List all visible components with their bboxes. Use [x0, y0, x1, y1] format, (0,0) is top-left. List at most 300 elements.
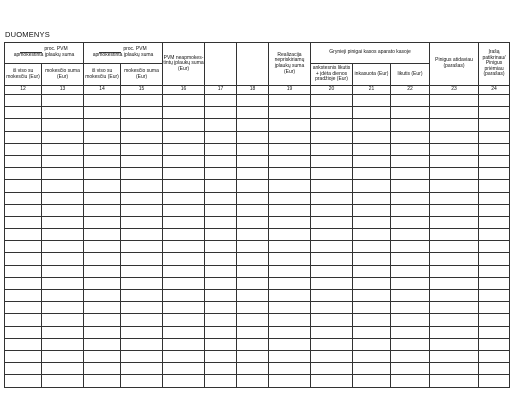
table-cell [430, 375, 479, 387]
table-cell [42, 168, 84, 180]
column-number: 18 [237, 86, 269, 95]
table-row [5, 350, 510, 362]
table-cell [479, 326, 510, 338]
table-cell [84, 143, 121, 155]
ledger-body [5, 95, 510, 388]
table-cell [163, 216, 205, 228]
table-cell [311, 241, 353, 253]
table-cell [163, 180, 205, 192]
table-cell [5, 131, 42, 143]
table-cell [311, 119, 353, 131]
table-cell [84, 290, 121, 302]
table-row [5, 375, 510, 387]
table-cell [430, 168, 479, 180]
table-cell [5, 314, 42, 326]
table-cell [430, 350, 479, 362]
column-number: 19 [269, 86, 311, 95]
table-cell [269, 192, 311, 204]
table-cell [311, 216, 353, 228]
table-cell [84, 107, 121, 119]
table-cell [479, 216, 510, 228]
table-cell [391, 119, 430, 131]
subheader-is-viso-1: iš viso su mokesčiu (Eur) [5, 64, 42, 86]
table-cell [430, 277, 479, 289]
table-cell [479, 168, 510, 180]
table-cell [311, 290, 353, 302]
table-cell [42, 241, 84, 253]
table-cell [42, 290, 84, 302]
table-cell [311, 95, 353, 107]
table-cell [5, 302, 42, 314]
table-cell [84, 265, 121, 277]
table-cell [430, 192, 479, 204]
column-number: 23 [430, 86, 479, 95]
table-cell [311, 265, 353, 277]
table-cell [479, 302, 510, 314]
table-cell [391, 204, 430, 216]
table-cell [269, 107, 311, 119]
table-cell [237, 253, 269, 265]
table-row [5, 338, 510, 350]
table-cell [479, 119, 510, 131]
table-cell [391, 326, 430, 338]
table-cell [479, 265, 510, 277]
group-1-label: apmokestinta įplaukų suma [13, 52, 75, 58]
column-number: 13 [42, 86, 84, 95]
table-row [5, 119, 510, 131]
table-cell [391, 253, 430, 265]
table-cell [353, 338, 391, 350]
table-cell [84, 302, 121, 314]
table-cell [311, 338, 353, 350]
table-cell [430, 253, 479, 265]
table-cell [163, 241, 205, 253]
table-cell [479, 204, 510, 216]
table-cell [5, 180, 42, 192]
table-cell [42, 302, 84, 314]
table-cell [42, 229, 84, 241]
table-cell [479, 241, 510, 253]
table-cell [430, 265, 479, 277]
table-row [5, 204, 510, 216]
table-cell [269, 180, 311, 192]
table-cell [42, 192, 84, 204]
table-cell [163, 229, 205, 241]
table-cell [5, 375, 42, 387]
table-cell [205, 229, 237, 241]
table-cell [479, 192, 510, 204]
table-cell [237, 302, 269, 314]
table-cell [205, 253, 237, 265]
table-cell [353, 143, 391, 155]
table-cell [163, 326, 205, 338]
table-cell [237, 314, 269, 326]
column-number: 16 [163, 86, 205, 95]
table-cell [391, 265, 430, 277]
table-cell [353, 155, 391, 167]
header-group-1 [5, 43, 84, 64]
header-blank-18 [237, 43, 269, 86]
table-cell [42, 363, 84, 375]
table-cell [311, 375, 353, 387]
table-cell [205, 302, 237, 314]
table-cell [121, 180, 163, 192]
table-cell [42, 277, 84, 289]
table-cell [121, 326, 163, 338]
table-cell [479, 338, 510, 350]
table-cell [121, 253, 163, 265]
table-cell [311, 180, 353, 192]
table-cell [205, 180, 237, 192]
table-cell [163, 290, 205, 302]
subheader-mokescio-2: mokesčio suma (Eur) [121, 64, 163, 86]
table-cell [121, 290, 163, 302]
table-cell [479, 229, 510, 241]
column-number: 12 [5, 86, 42, 95]
table-cell [269, 95, 311, 107]
table-cell [84, 155, 121, 167]
table-cell [205, 375, 237, 387]
table-cell [5, 241, 42, 253]
table-cell [84, 277, 121, 289]
table-cell [353, 229, 391, 241]
table-cell [5, 253, 42, 265]
table-cell [42, 143, 84, 155]
table-cell [311, 314, 353, 326]
table-cell [269, 155, 311, 167]
table-cell [269, 253, 311, 265]
table-cell [5, 350, 42, 362]
table-row [5, 143, 510, 155]
table-cell [121, 265, 163, 277]
table-cell [237, 192, 269, 204]
table-cell [353, 350, 391, 362]
table-cell [205, 350, 237, 362]
table-cell [163, 131, 205, 143]
table-cell [42, 155, 84, 167]
table-cell [5, 338, 42, 350]
table-cell [84, 241, 121, 253]
table-cell [163, 302, 205, 314]
subheader-likutis: likutis (Eur) [391, 64, 430, 86]
table-cell [391, 192, 430, 204]
table-cell [311, 277, 353, 289]
table-cell [353, 375, 391, 387]
table-cell [391, 229, 430, 241]
table-cell [42, 119, 84, 131]
table-cell [237, 131, 269, 143]
table-cell [311, 143, 353, 155]
table-cell [121, 216, 163, 228]
group-2-label: apmokestinta įplaukų suma [92, 52, 154, 58]
table-cell [391, 277, 430, 289]
table-cell [269, 216, 311, 228]
table-cell [353, 265, 391, 277]
table-cell [269, 277, 311, 289]
table-cell [42, 95, 84, 107]
table-cell [42, 350, 84, 362]
table-cell [353, 363, 391, 375]
table-cell [430, 241, 479, 253]
table-cell [205, 241, 237, 253]
table-cell [269, 119, 311, 131]
table-cell [269, 302, 311, 314]
group-1-suffix: proc. PVM [44, 46, 68, 53]
table-cell [5, 204, 42, 216]
table-cell [237, 155, 269, 167]
subheader-is-viso-2: iš viso su mokesčiu (Eur) [84, 64, 121, 86]
table-cell [5, 168, 42, 180]
table-cell [84, 338, 121, 350]
table-row [5, 253, 510, 265]
table-cell [163, 253, 205, 265]
table-cell [205, 204, 237, 216]
table-cell [479, 314, 510, 326]
table-cell [163, 350, 205, 362]
table-cell [311, 302, 353, 314]
table-cell [430, 363, 479, 375]
table-cell [237, 363, 269, 375]
table-cell [269, 338, 311, 350]
table-row [5, 241, 510, 253]
table-cell [84, 375, 121, 387]
table-cell [5, 107, 42, 119]
table-cell [237, 350, 269, 362]
table-cell [479, 180, 510, 192]
table-cell [5, 290, 42, 302]
table-cell [205, 192, 237, 204]
table-row [5, 302, 510, 314]
table-cell [311, 107, 353, 119]
table-cell [163, 375, 205, 387]
subheader-inkasuota: inkasuota (Eur) [353, 64, 391, 86]
table-cell [269, 290, 311, 302]
table-cell [205, 155, 237, 167]
table-cell [163, 363, 205, 375]
table-cell [237, 338, 269, 350]
table-cell [269, 363, 311, 375]
table-cell [84, 180, 121, 192]
table-cell [479, 253, 510, 265]
table-cell [269, 314, 311, 326]
table-cell [205, 216, 237, 228]
table-cell [121, 338, 163, 350]
table-cell [311, 229, 353, 241]
column-number: 24 [479, 86, 510, 95]
table-cell [84, 119, 121, 131]
table-cell [391, 350, 430, 362]
table-cell [311, 131, 353, 143]
table-row [5, 265, 510, 277]
table-cell [479, 277, 510, 289]
table-cell [269, 131, 311, 143]
table-cell [391, 168, 430, 180]
table-cell [430, 143, 479, 155]
table-cell [311, 168, 353, 180]
table-row [5, 107, 510, 119]
table-cell [5, 192, 42, 204]
column-number: 21 [353, 86, 391, 95]
table-cell [84, 95, 121, 107]
table-cell [391, 143, 430, 155]
table-cell [163, 95, 205, 107]
table-cell [311, 155, 353, 167]
table-cell [163, 119, 205, 131]
table-cell [42, 338, 84, 350]
table-cell [121, 107, 163, 119]
table-cell [391, 290, 430, 302]
table-row [5, 363, 510, 375]
table-cell [430, 302, 479, 314]
table-cell [84, 326, 121, 338]
column-number: 14 [84, 86, 121, 95]
table-cell [84, 131, 121, 143]
table-row [5, 314, 510, 326]
table-cell [237, 143, 269, 155]
table-cell [5, 229, 42, 241]
table-cell [391, 180, 430, 192]
table-cell [391, 363, 430, 375]
table-cell [5, 216, 42, 228]
table-cell [205, 326, 237, 338]
table-row [5, 95, 510, 107]
column-number: 22 [391, 86, 430, 95]
table-cell [5, 277, 42, 289]
table-cell [479, 155, 510, 167]
table-cell [237, 265, 269, 277]
table-cell [163, 192, 205, 204]
table-cell [269, 229, 311, 241]
table-cell [237, 241, 269, 253]
table-cell [391, 155, 430, 167]
table-cell [163, 277, 205, 289]
table-cell [163, 155, 205, 167]
table-cell [84, 168, 121, 180]
table-cell [5, 326, 42, 338]
table-cell [121, 229, 163, 241]
table-cell [353, 95, 391, 107]
table-cell [353, 253, 391, 265]
table-cell [163, 265, 205, 277]
table-cell [163, 168, 205, 180]
table-cell [391, 95, 430, 107]
table-cell [353, 107, 391, 119]
table-cell [479, 363, 510, 375]
table-cell [121, 192, 163, 204]
header-group-2 [84, 43, 163, 64]
table-cell [353, 302, 391, 314]
table-cell [205, 290, 237, 302]
table-cell [84, 229, 121, 241]
table-cell [42, 375, 84, 387]
table-cell [237, 95, 269, 107]
table-cell [430, 229, 479, 241]
table-cell [353, 326, 391, 338]
table-row [5, 229, 510, 241]
table-cell [237, 107, 269, 119]
table-cell [391, 241, 430, 253]
ledger-table [4, 42, 510, 388]
table-cell [205, 363, 237, 375]
table-row [5, 168, 510, 180]
table-cell [311, 363, 353, 375]
table-cell [391, 302, 430, 314]
table-cell [269, 204, 311, 216]
table-cell [353, 119, 391, 131]
table-cell [269, 168, 311, 180]
table-cell [163, 107, 205, 119]
table-cell [121, 277, 163, 289]
table-cell [430, 155, 479, 167]
table-cell [237, 216, 269, 228]
table-cell [121, 363, 163, 375]
table-row [5, 131, 510, 143]
table-cell [121, 119, 163, 131]
table-cell [479, 350, 510, 362]
header-realizacija: Realizacija nepriskiriamų įplaukų suma (Eur) [269, 43, 311, 86]
table-cell [121, 314, 163, 326]
column-number-row [5, 86, 510, 95]
table-cell [430, 180, 479, 192]
table-cell [5, 95, 42, 107]
table-cell [84, 216, 121, 228]
table-cell [479, 107, 510, 119]
table-cell [391, 107, 430, 119]
table-cell [311, 192, 353, 204]
table-cell [163, 314, 205, 326]
table-cell [42, 180, 84, 192]
table-cell [237, 180, 269, 192]
table-cell [42, 131, 84, 143]
table-cell [121, 241, 163, 253]
table-cell [391, 375, 430, 387]
table-cell [430, 314, 479, 326]
table-cell [311, 326, 353, 338]
table-cell [5, 363, 42, 375]
table-cell [479, 375, 510, 387]
table-row [5, 326, 510, 338]
table-cell [121, 375, 163, 387]
table-cell [121, 350, 163, 362]
table-cell [269, 350, 311, 362]
table-cell [353, 192, 391, 204]
table-cell [311, 204, 353, 216]
table-cell [237, 168, 269, 180]
table-cell [311, 253, 353, 265]
table-cell [121, 131, 163, 143]
table-cell [121, 204, 163, 216]
table-cell [391, 216, 430, 228]
table-cell [353, 204, 391, 216]
table-cell [430, 326, 479, 338]
table-cell [84, 314, 121, 326]
table-cell [5, 155, 42, 167]
table-cell [205, 131, 237, 143]
header-blank-17 [205, 43, 237, 86]
table-cell [205, 265, 237, 277]
table-cell [163, 204, 205, 216]
table-cell [205, 95, 237, 107]
table-cell [84, 192, 121, 204]
table-cell [353, 131, 391, 143]
table-row [5, 216, 510, 228]
table-cell [205, 119, 237, 131]
table-cell [205, 107, 237, 119]
table-cell [353, 314, 391, 326]
table-cell [353, 277, 391, 289]
table-cell [163, 338, 205, 350]
table-cell [237, 119, 269, 131]
